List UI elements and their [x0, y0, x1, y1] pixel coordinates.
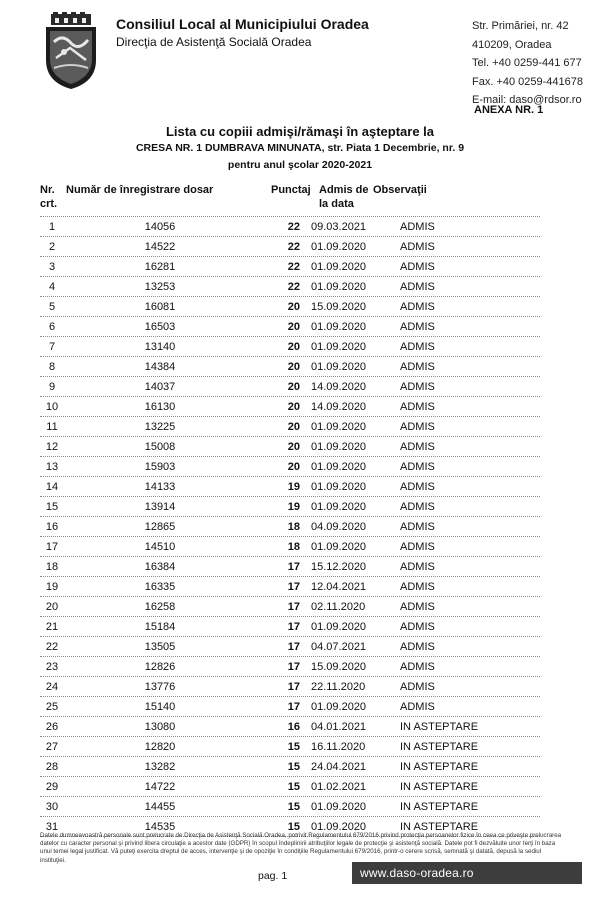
cell-score: 20 — [287, 461, 300, 473]
cell-remarks: ADMIS — [400, 301, 435, 313]
cell-registration: 15140 — [144, 701, 176, 713]
cell-score: 20 — [287, 361, 300, 373]
cell-remarks: ADMIS — [400, 621, 435, 633]
cell-score: 20 — [287, 441, 300, 453]
cell-score: 20 — [287, 381, 300, 393]
document-school-year: pentru anul şcolar 2020-2021 — [227, 159, 373, 171]
coat-of-arms-icon — [42, 12, 100, 90]
cell-remarks: ADMIS — [400, 441, 435, 453]
cell-remarks: ADMIS — [400, 281, 435, 293]
cell-remarks: ADMIS — [400, 321, 435, 333]
cell-registration: 14056 — [144, 221, 176, 233]
cell-admitted-date: 01.09.2020 — [311, 461, 367, 473]
contact-postal: 410209, Oradea — [472, 38, 552, 51]
annex-label: ANEXA NR. 1 — [474, 104, 544, 116]
cell-nr: 30 — [45, 801, 59, 813]
cell-score: 15 — [287, 801, 300, 813]
cell-admitted-date: 16.11.2020 — [311, 741, 366, 753]
organization-block — [116, 16, 369, 50]
cell-score: 15 — [287, 761, 300, 773]
table-row — [40, 416, 540, 436]
cell-registration: 14510 — [144, 541, 176, 553]
cell-admitted-date: 24.04.2021 — [311, 761, 367, 773]
cell-registration: 15903 — [144, 461, 176, 473]
document-title: Lista cu copiii admişi/rămaşi în aşteptare la — [165, 124, 435, 139]
table-row — [40, 396, 540, 416]
table-row — [40, 376, 540, 396]
cell-remarks: ADMIS — [400, 421, 435, 433]
cell-nr: 17 — [45, 541, 59, 553]
header-score: Punctaj — [271, 184, 311, 196]
header-nr-line1: Nr. — [40, 184, 55, 196]
cell-nr: 5 — [48, 301, 56, 313]
table-row — [40, 776, 540, 796]
table-row — [40, 316, 540, 336]
table-row — [40, 516, 540, 536]
cell-admitted-date: 12.04.2021 — [311, 581, 367, 593]
contact-address: Str. Primăriei, nr. 42 — [472, 20, 569, 32]
cell-remarks: ADMIS — [400, 481, 435, 493]
cell-admitted-date: 01.09.2020 — [311, 341, 367, 353]
cell-remarks: ADMIS — [400, 261, 435, 273]
cell-nr: 23 — [45, 661, 59, 673]
cell-score: 17 — [287, 661, 300, 673]
table-row — [40, 616, 540, 636]
cell-registration: 16081 — [144, 301, 176, 313]
table-row — [40, 696, 540, 716]
table-row — [40, 476, 540, 496]
cell-score: 15 — [287, 741, 300, 753]
cell-remarks: ADMIS — [400, 601, 435, 613]
cell-registration: 14535 — [144, 821, 176, 833]
table-row — [40, 796, 540, 816]
cell-score: 17 — [287, 621, 300, 633]
cell-score: 22 — [287, 241, 300, 253]
cell-registration: 12865 — [144, 521, 176, 533]
cell-nr: 1 — [48, 221, 56, 233]
cell-admitted-date: 01.09.2020 — [311, 481, 367, 493]
cell-nr: 21 — [45, 621, 59, 633]
cell-score: 20 — [287, 321, 300, 333]
table-row — [40, 636, 540, 656]
cell-score: 22 — [287, 221, 300, 233]
cell-nr: 28 — [45, 761, 59, 773]
table-header — [40, 183, 540, 217]
cell-remarks: ADMIS — [400, 401, 435, 413]
cell-admitted-date: 01.09.2020 — [311, 801, 367, 813]
table-row — [40, 656, 540, 676]
cell-admitted-date: 15.12.2020 — [311, 561, 367, 573]
cell-registration: 15008 — [144, 441, 176, 453]
cell-remarks: IN ASTEPTARE — [400, 821, 479, 833]
cell-remarks: ADMIS — [400, 461, 435, 473]
cell-registration: 14455 — [144, 801, 176, 813]
organization-name: Consiliul Local al Municipiului Oradea — [116, 16, 369, 32]
cell-admitted-date: 14.09.2020 — [311, 381, 367, 393]
cell-score: 19 — [287, 501, 300, 513]
header-nr-line2: crt. — [40, 198, 58, 210]
cell-remarks: IN ASTEPTARE — [400, 781, 479, 793]
cell-admitted-date: 01.09.2020 — [311, 821, 367, 833]
cell-admitted-date: 15.09.2020 — [311, 301, 367, 313]
table-row — [40, 436, 540, 456]
cell-registration: 14722 — [144, 781, 176, 793]
cell-admitted-date: 01.09.2020 — [311, 321, 367, 333]
cell-nr: 7 — [48, 341, 56, 353]
cell-remarks: ADMIS — [400, 541, 435, 553]
cell-registration: 16258 — [144, 601, 176, 613]
cell-remarks: ADMIS — [400, 241, 435, 253]
contact-email: E-mail: daso@rdsor.ro — [472, 94, 582, 106]
cell-registration: 14522 — [144, 241, 176, 253]
contact-block — [472, 17, 583, 110]
cell-nr: 10 — [45, 401, 59, 413]
cell-registration: 13140 — [144, 341, 176, 353]
table-row — [40, 256, 540, 276]
cell-nr: 13 — [45, 461, 59, 473]
cell-admitted-date: 01.02.2021 — [311, 781, 367, 793]
website-bar — [352, 862, 582, 884]
cell-nr: 22 — [45, 641, 59, 653]
cell-nr: 24 — [45, 681, 59, 693]
cell-registration: 13914 — [144, 501, 176, 513]
cell-registration: 13225 — [144, 421, 176, 433]
cell-score: 20 — [287, 401, 300, 413]
cell-nr: 6 — [48, 321, 56, 333]
cell-remarks: ADMIS — [400, 701, 435, 713]
cell-remarks: ADMIS — [400, 681, 435, 693]
cell-admitted-date: 09.03.2021 — [311, 221, 367, 233]
cell-remarks: ADMIS — [400, 341, 435, 353]
table-row — [40, 576, 540, 596]
cell-registration: 13080 — [144, 721, 176, 733]
cell-nr: 16 — [45, 521, 59, 533]
table-row — [40, 216, 540, 236]
cell-score: 17 — [287, 561, 300, 573]
cell-remarks: IN ASTEPTARE — [400, 741, 479, 753]
cell-score: 17 — [287, 681, 300, 693]
cell-admitted-date: 04.01.2021 — [311, 721, 367, 733]
cell-score: 15 — [287, 821, 300, 833]
cell-remarks: IN ASTEPTARE — [400, 761, 479, 773]
cell-admitted-date: 02.11.2020 — [311, 601, 366, 613]
cell-score: 22 — [287, 261, 300, 273]
organization-department: Direcţia de Asistenţă Socială Oradea — [116, 35, 312, 49]
cell-nr: 3 — [48, 261, 56, 273]
table-row — [40, 736, 540, 756]
header-admitted-line2: la data — [319, 198, 354, 210]
cell-registration: 12820 — [144, 741, 176, 753]
table-row — [40, 236, 540, 256]
cell-remarks: IN ASTEPTARE — [400, 801, 479, 813]
cell-nr: 27 — [45, 741, 59, 753]
table-row — [40, 756, 540, 776]
cell-remarks: ADMIS — [400, 501, 435, 513]
cell-score: 17 — [287, 641, 300, 653]
header-admitted-line1: Admis de — [319, 184, 369, 196]
cell-score: 18 — [287, 541, 300, 553]
cell-admitted-date: 15.09.2020 — [311, 661, 367, 673]
cell-registration: 16503 — [144, 321, 176, 333]
cell-remarks: ADMIS — [400, 641, 435, 653]
cell-score: 20 — [287, 301, 300, 313]
cell-admitted-date: 01.09.2020 — [311, 281, 367, 293]
cell-nr: 11 — [46, 421, 58, 433]
cell-remarks: ADMIS — [400, 381, 435, 393]
cell-registration: 16281 — [144, 261, 176, 273]
cell-admitted-date: 01.09.2020 — [311, 261, 367, 273]
cell-score: 17 — [287, 581, 300, 593]
cell-nr: 15 — [45, 501, 59, 513]
cell-nr: 19 — [45, 581, 59, 593]
cell-registration: 13776 — [144, 681, 176, 693]
gdpr-note: Datele dumneavoastră personale sunt prelucrate de Direcţia de Asistenţă Socială Oradea, potrivit Regulamentului 679/2016 privind protecţia persoanelor fizice în ceea ce priveşte prelucrarea datelor cu caracter personal şi privind libera circulaţie a acestor date (GDPR) în scopul îndeplinirii atribuţiilor legale de protecţie şi asistenţă socială. Datele pot fi dezvăluite unor terţi în baza unui temei legal justificat. Vă puteţi exercita dreptul de acces, intervenţie şi de opoziţie în condiţiile Regulamentului 679/2016, printr-o cerere scrisă, semnată şi datată, depusă la sediul instituţiei. — [40, 832, 562, 864]
cell-admitted-date: 01.09.2020 — [311, 621, 367, 633]
cell-admitted-date: 22.11.2020 — [311, 681, 366, 693]
cell-score: 18 — [287, 521, 300, 533]
table-row — [40, 356, 540, 376]
cell-nr: 12 — [45, 441, 59, 453]
cell-nr: 14 — [45, 481, 59, 493]
table-row — [40, 676, 540, 696]
cell-registration: 14037 — [144, 381, 176, 393]
header-remarks: Observaţii — [373, 184, 427, 196]
cell-registration: 13282 — [144, 761, 176, 773]
cell-admitted-date: 14.09.2020 — [311, 401, 367, 413]
cell-score: 17 — [287, 601, 300, 613]
table-body — [40, 216, 540, 837]
cell-nr: 8 — [48, 361, 56, 373]
cell-remarks: ADMIS — [400, 521, 435, 533]
cell-registration: 14133 — [144, 481, 176, 493]
cell-score: 19 — [287, 481, 300, 493]
cell-admitted-date: 01.09.2020 — [311, 501, 367, 513]
cell-nr: 18 — [45, 561, 59, 573]
cell-nr: 29 — [45, 781, 59, 793]
cell-remarks: ADMIS — [400, 361, 435, 373]
cell-admitted-date: 01.09.2020 — [311, 441, 367, 453]
table-row — [40, 536, 540, 556]
table-row — [40, 456, 540, 476]
table-row — [40, 336, 540, 356]
cell-remarks: ADMIS — [400, 221, 435, 233]
cell-registration: 16384 — [144, 561, 176, 573]
cell-score: 16 — [287, 721, 300, 733]
table-row — [40, 556, 540, 576]
cell-nr: 9 — [48, 381, 56, 393]
cell-nr: 4 — [48, 281, 56, 293]
cell-registration: 16335 — [144, 581, 176, 593]
cell-registration: 12826 — [144, 661, 176, 673]
header-registration: Număr de înregistrare dosar — [66, 184, 214, 196]
page-number: pag. 1 — [258, 870, 288, 882]
cell-nr: 20 — [45, 601, 59, 613]
cell-admitted-date: 04.07.2021 — [311, 641, 367, 653]
cell-admitted-date: 04.09.2020 — [311, 521, 367, 533]
cell-remarks: ADMIS — [400, 581, 435, 593]
cell-nr: 2 — [48, 241, 56, 253]
cell-score: 17 — [287, 701, 300, 713]
cell-admitted-date: 01.09.2020 — [311, 541, 367, 553]
cell-admitted-date: 01.09.2020 — [311, 421, 367, 433]
cell-remarks: ADMIS — [400, 661, 435, 673]
cell-registration: 14384 — [144, 361, 176, 373]
cell-admitted-date: 01.09.2020 — [311, 241, 367, 253]
cell-score: 20 — [287, 341, 300, 353]
cell-admitted-date: 01.09.2020 — [311, 701, 367, 713]
document-subtitle: CRESA NR. 1 DUMBRAVA MINUNATA, str. Piata 1 Decembrie, nr. 9 — [135, 142, 465, 154]
table-row — [40, 296, 540, 316]
cell-registration: 15184 — [144, 621, 176, 633]
cell-nr: 26 — [45, 721, 59, 733]
cell-registration: 13505 — [144, 641, 176, 653]
table-row — [40, 276, 540, 296]
contact-fax: Fax. +40 0259-441678 — [472, 75, 584, 88]
cell-score: 15 — [287, 781, 300, 793]
cell-registration: 13253 — [144, 281, 176, 293]
cell-nr: 31 — [45, 821, 59, 833]
website-link[interactable]: www.daso-oradea.ro — [360, 866, 474, 880]
cell-remarks: IN ASTEPTARE — [400, 721, 479, 733]
header-admitted-date — [319, 183, 369, 211]
header-nr — [40, 183, 57, 211]
cell-score: 20 — [287, 421, 300, 433]
cell-remarks: ADMIS — [400, 561, 435, 573]
cell-registration: 16130 — [144, 401, 176, 413]
cell-admitted-date: 01.09.2020 — [311, 361, 367, 373]
contact-phone: Tel. +40 0259-441 677 — [472, 57, 582, 69]
table-row — [40, 716, 540, 736]
cell-nr: 25 — [45, 701, 59, 713]
cell-score: 22 — [287, 281, 300, 293]
table-row — [40, 496, 540, 516]
table-row — [40, 596, 540, 616]
